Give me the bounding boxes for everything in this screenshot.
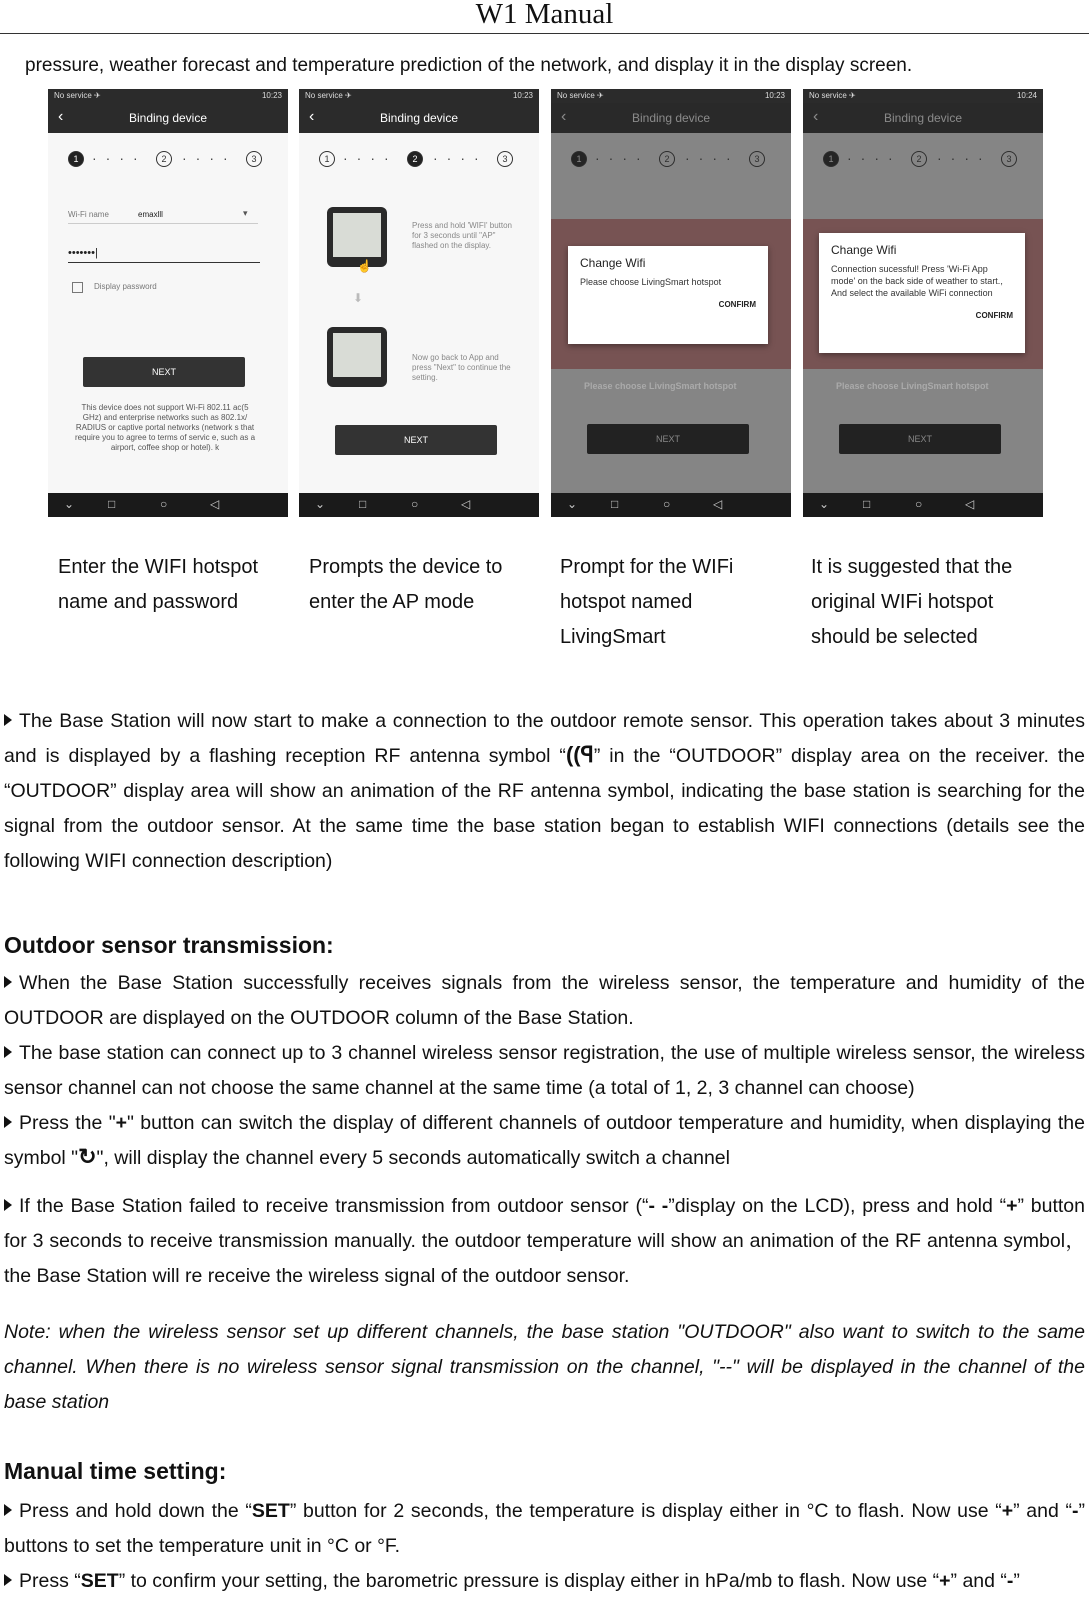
page-title: W1 Manual	[475, 0, 614, 30]
dialog-body: Connection sucessful! Press 'Wi-Fi App mode' on the back side of weather to start., And select the available WiFi connection	[831, 264, 1003, 298]
home-icon[interactable]: ○	[663, 497, 671, 511]
status-left: No service ✈	[305, 91, 352, 100]
heading-manual-time: Manual time setting:	[4, 1458, 227, 1484]
weather-station-device-image	[327, 327, 387, 387]
status-bar	[551, 89, 791, 103]
caption-1: Enter the WIFI hotspot name and password	[58, 556, 259, 613]
wifi-name-value[interactable]: emaxlll	[138, 210, 163, 219]
show-password-label: Display password	[94, 282, 157, 291]
recent-apps-icon[interactable]: □	[108, 497, 116, 511]
outdoor-bullet-1-text: When the Base Station successfully receives signals from the wireless sensor, the temperature and humidity of the OUTDOOR are displayed on the OUTDOOR column of the Base Station.	[4, 972, 1085, 1029]
hint-go-back: Now go back to App and press "Next" to continue the setting.	[412, 353, 511, 382]
set-key: SET	[251, 1500, 290, 1522]
status-time: 10:23	[512, 91, 533, 100]
bullet-arrow-icon	[4, 1504, 12, 1516]
outdoor-bullet-3-text-a: Press the "	[19, 1112, 116, 1134]
time-bullet-1-text-d: ” buttons to set the temperature unit in °C or °F.	[4, 1500, 1086, 1557]
back-icon[interactable]: ‹	[58, 108, 64, 125]
bullet-arrow-icon	[4, 1046, 12, 1058]
next-button[interactable]: NEXT	[83, 357, 245, 387]
screenshot-ap-mode	[299, 89, 539, 517]
time-bullet-2-text-c: ” and “	[950, 1570, 1007, 1592]
step-2: 2	[156, 151, 172, 167]
minus-key: -	[1072, 1500, 1079, 1522]
next-button[interactable]: NEXT	[587, 424, 749, 454]
chevron-down-icon[interactable]: ⌄	[315, 497, 326, 511]
outdoor-bullet-4-text-a: If the Base Station failed to receive transmission from outdoor sensor (“	[19, 1195, 649, 1217]
outdoor-bullet-1	[4, 966, 1085, 1036]
status-bar	[299, 89, 539, 103]
page-header	[0, 0, 1089, 34]
connection-text-b: ” in the “OUTDOOR” display area on the receiver. the “OUTDOOR” display area will show an animation of the RF antenna symbol, indicating the base station is searching for the signal from the outdoor sensor. At the same time the base station began to establish WIFI connections (details see the following WIFI connection description)	[4, 745, 1085, 872]
title-bar	[48, 103, 288, 133]
chevron-down-icon[interactable]: ⌄	[64, 497, 75, 511]
step-dots: ····	[92, 150, 147, 166]
bullet-arrow-icon	[4, 1116, 12, 1128]
rf-antenna-icon: ((ꟼ	[565, 742, 594, 767]
android-nav-bar	[299, 493, 539, 517]
step-indicator	[48, 151, 288, 173]
recent-apps-icon[interactable]: □	[359, 497, 367, 511]
heading-outdoor-sensor: Outdoor sensor transmission:	[4, 932, 334, 958]
screenshot-change-wifi-prompt	[551, 89, 791, 517]
home-icon[interactable]: ○	[411, 497, 419, 511]
hint-press-wifi: Press and hold 'WIFI' button for 3 seconds until "AP" flashed on the display.	[412, 221, 512, 250]
lcd-screen	[333, 213, 381, 257]
recent-apps-icon[interactable]: □	[611, 497, 619, 511]
wifi-name-underline	[68, 223, 258, 224]
status-left: No service ✈	[809, 91, 856, 100]
back-icon[interactable]: ◁	[210, 497, 220, 511]
set-key: SET	[80, 1570, 119, 1592]
back-icon[interactable]: ◁	[713, 497, 723, 511]
android-nav-bar	[48, 493, 288, 517]
arrow-down-icon: ⬇	[353, 291, 364, 305]
step-1: 1	[319, 151, 335, 167]
back-icon[interactable]: ‹	[309, 108, 315, 125]
connection-text-a: The Base Station will now start to make a connection to the outdoor remote sensor. This operation takes about 3 minutes and is displayed by a flashing reception RF antenna symbol “	[4, 710, 1085, 767]
device-notice: This device does not support Wi-Fi 802.11 ac(5 GHz) and enterprise networks such as 802.1x/ RADIUS or captive portal networks (network s that require you to agree to terms of servic e, such as a airport, coffee shop or hotel). k	[74, 403, 256, 452]
step-2: 2	[407, 151, 423, 167]
show-password-checkbox[interactable]	[72, 282, 83, 293]
back-icon[interactable]: ◁	[965, 497, 975, 511]
next-button[interactable]: NEXT	[335, 425, 497, 455]
android-nav-bar	[803, 493, 1043, 517]
time-bullet-1-text-b: ” button for 2 seconds, the temperature is display either in °C to flash. Now use “	[289, 1500, 1002, 1522]
status-time: 10:24	[1016, 91, 1037, 100]
chevron-down-icon[interactable]: ⌄	[819, 497, 830, 511]
dash-indicator: - -	[648, 1195, 669, 1217]
chevron-down-icon[interactable]: ⌄	[567, 497, 578, 511]
status-bar	[803, 89, 1043, 103]
confirm-button[interactable]: CONFIRM	[718, 300, 756, 309]
status-bar	[48, 89, 288, 103]
status-time: 10:23	[261, 91, 282, 100]
bullet-arrow-icon	[4, 1199, 12, 1211]
time-bullet-1-text-a: Press and hold down the “	[19, 1500, 252, 1522]
home-icon[interactable]: ○	[160, 497, 168, 511]
time-bullet-1	[4, 1494, 1085, 1564]
cycle-icon: ↻	[78, 1144, 97, 1169]
change-wifi-dialog	[819, 233, 1025, 353]
time-bullet-2-text-b: ” to confirm your setting, the barometric pressure is display either in hPa/mb to flash. Now use “	[118, 1570, 940, 1592]
wifi-name-label: Wi-Fi name	[68, 210, 109, 219]
outdoor-bullet-4-text-b: ”display on the LCD), press and hold “	[668, 1195, 1007, 1217]
weather-station-device-image	[327, 207, 387, 267]
screenshot-connection-success	[803, 89, 1043, 517]
outdoor-bullet-4-text-c: ” button for 3 seconds to receive transmission manually. the outdoor temperature will show an animation of the RF antenna symbol，the Base Station will re receive the wireless signal of the outdoor sensor.	[4, 1195, 1085, 1287]
back-icon[interactable]: ◁	[461, 497, 471, 511]
outdoor-bullet-3	[4, 1106, 1085, 1176]
status-left: No service ✈	[557, 91, 604, 100]
channel-note: Note: when the wireless sensor set up different channels, the base station "OUTDOOR" also want to switch to the same channel. When there is no wireless sensor signal transmission on the channel, "--" will be displayed in the channel of the base station	[4, 1321, 1085, 1413]
status-left: No service ✈	[54, 91, 101, 100]
time-bullet-2	[4, 1564, 1085, 1611]
time-bullet-1-text-c: ” and “	[1013, 1500, 1073, 1522]
home-icon[interactable]: ○	[915, 497, 923, 511]
bullet-arrow-icon	[4, 976, 12, 988]
hand-pointer-icon: ☝	[357, 259, 372, 273]
recent-apps-icon[interactable]: □	[863, 497, 871, 511]
time-bullet-2-text-d: ”	[1013, 1570, 1020, 1592]
plus-key: +	[939, 1570, 951, 1592]
screen-title: Binding device	[128, 111, 208, 125]
android-nav-bar	[551, 493, 791, 517]
intro-text: pressure, weather forecast and temperature prediction of the network, and display it in the display screen.	[25, 55, 913, 76]
choose-hotspot-text: Please choose LivingSmart hotspot	[836, 381, 989, 391]
step-dots: ····	[182, 150, 237, 166]
dialog-body: Please choose LivingSmart hotspot	[580, 277, 722, 287]
step-indicator	[299, 151, 539, 173]
dialog-title: Change Wifi	[580, 256, 646, 270]
next-button[interactable]: NEXT	[839, 424, 1001, 454]
minus-key: -	[1006, 1570, 1014, 1592]
outdoor-bullet-3-text-b: " button can switch the display of different channels of outdoor temperature and humidity, when displaying the symbol "	[4, 1112, 1085, 1169]
screenshot-wifi-entry	[48, 89, 288, 517]
plus-key: +	[115, 1112, 128, 1134]
screen-title: Binding device	[379, 111, 459, 125]
step-3: 3	[246, 151, 262, 167]
caption-4: It is suggested that the original WIFi hotspot should be selected	[811, 556, 1013, 648]
plus-key: +	[1001, 1500, 1014, 1522]
step-dots: ····	[433, 150, 488, 166]
outdoor-bullet-4	[4, 1189, 1085, 1294]
step-dots: ····	[343, 150, 398, 166]
outdoor-bullet-2-text: The base station can connect up to 3 channel wireless sensor registration, the use of multiple wireless sensor, the wireless sensor channel can not choose the same channel at the same time (a total of 1, 2, 3 channel can choose)	[4, 1042, 1085, 1099]
caption-3: Prompt for the WIFi hotspot named LivingSmart	[560, 556, 734, 648]
caption-2: Prompts the device to enter the AP mode	[309, 556, 503, 613]
status-time: 10:23	[764, 91, 785, 100]
outdoor-bullet-2	[4, 1036, 1085, 1106]
password-underline	[68, 262, 260, 263]
connection-paragraph	[4, 704, 1085, 879]
change-wifi-dialog	[568, 246, 768, 344]
step-1: 1	[68, 151, 84, 167]
bullet-arrow-icon	[4, 1574, 12, 1586]
step-3: 3	[497, 151, 513, 167]
choose-hotspot-text: Please choose LivingSmart hotspot	[584, 381, 737, 391]
time-bullet-2-text-a: Press “	[19, 1570, 81, 1592]
confirm-button[interactable]: CONFIRM	[975, 311, 1013, 320]
plus-key: +	[1006, 1195, 1018, 1217]
title-bar	[299, 103, 539, 133]
password-field[interactable]: •••••••|	[68, 247, 98, 259]
chevron-down-icon[interactable]: ▾	[243, 208, 248, 218]
outdoor-bullet-3-text-c: ", will display the channel every 5 seconds automatically switch a channel	[96, 1147, 730, 1169]
bullet-arrow-icon	[4, 714, 12, 726]
dialog-title: Change Wifi	[831, 243, 897, 257]
lcd-screen	[333, 333, 381, 377]
